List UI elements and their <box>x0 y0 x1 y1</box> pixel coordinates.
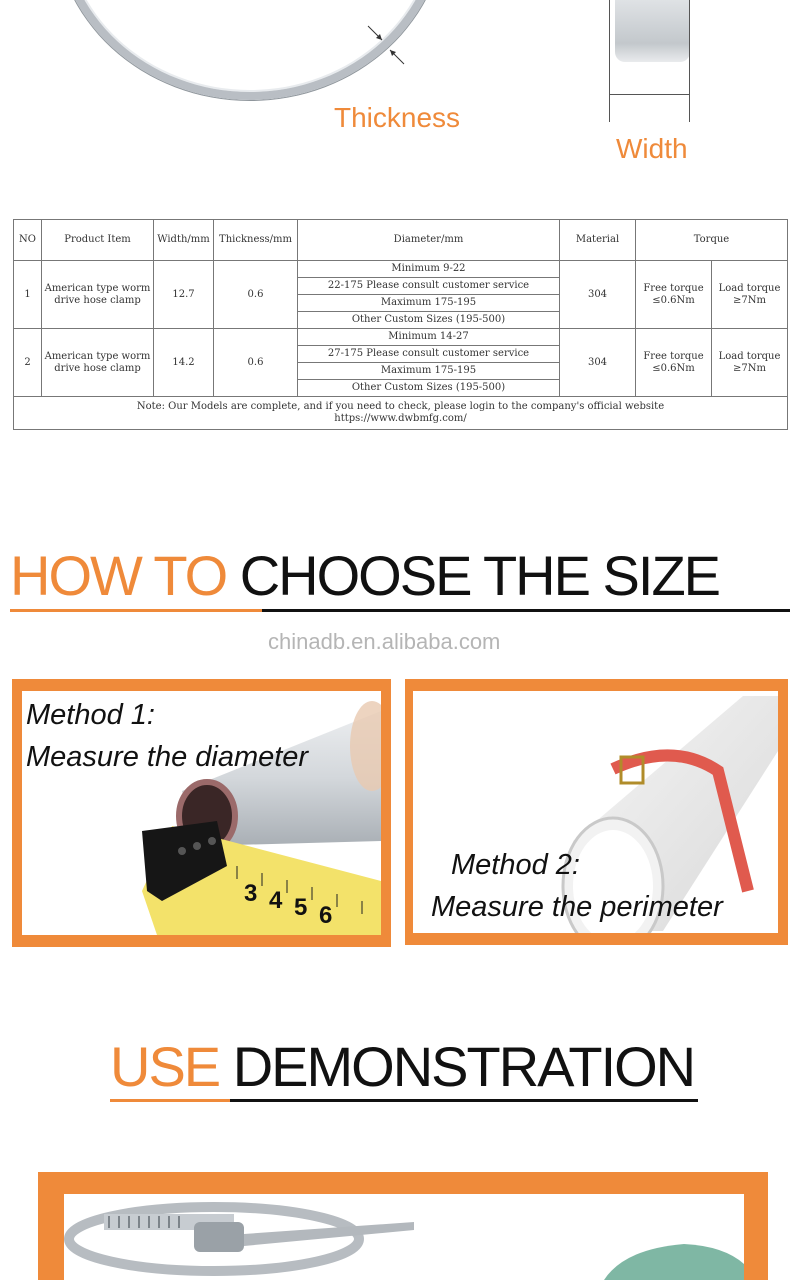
header-no: NO <box>14 220 42 261</box>
width-label: Width <box>616 133 688 164</box>
row-diameter: Minimum 14-27 <box>298 329 560 346</box>
header-thickness: Thickness/mm <box>214 220 298 261</box>
header-product-item: Product Item <box>42 220 154 261</box>
header-torque: Torque <box>636 220 788 261</box>
header-diameter: Diameter/mm <box>298 220 560 261</box>
watermark-text: chinadb.en.alibaba.com <box>268 629 501 654</box>
method1-title: Method 1: <box>26 699 155 731</box>
row-thickness: 0.6 <box>214 329 298 397</box>
use-demonstration-heading <box>110 1034 694 1099</box>
row-product-item: American type worm drive hose clamp <box>42 261 154 329</box>
row-diameter: Other Custom Sizes (195-500) <box>298 312 560 329</box>
row-diameter: Other Custom Sizes (195-500) <box>298 380 560 397</box>
row-load-torque: Load torque ≥7Nm <box>712 329 788 397</box>
header-width: Width/mm <box>154 220 214 261</box>
table-note: Note: Our Models are complete, and if you need to check, please login to the company's official website https://www.dwbmfg.com/ <box>14 397 788 430</box>
table-note-row <box>14 397 788 430</box>
method1-panel <box>12 679 391 947</box>
row-free-torque: Free torque ≤0.6Nm <box>636 329 712 397</box>
row-width: 14.2 <box>154 329 214 397</box>
row-diameter: Maximum 175-195 <box>298 363 560 380</box>
tape-digit: 5 <box>294 894 308 921</box>
heading-underline-black <box>262 609 790 612</box>
row-diameter: 27-175 Please consult customer service <box>298 346 560 363</box>
row-thickness: 0.6 <box>214 261 298 329</box>
method2-panel <box>405 679 788 945</box>
heading-underline-orange <box>10 609 262 612</box>
method2-title: Method 2: <box>451 849 580 881</box>
width-guide-right <box>689 0 690 122</box>
demonstration-photo <box>64 1194 744 1280</box>
thickness-arrows-icon <box>360 18 410 68</box>
row-diameter: Minimum 9-22 <box>298 261 560 278</box>
width-dimension-line <box>610 94 689 95</box>
heading-black-text: CHOOSE THE SIZE <box>239 544 719 607</box>
row-material: 304 <box>560 261 636 329</box>
row-diameter: Maximum 175-195 <box>298 295 560 312</box>
header-material: Material <box>560 220 636 261</box>
hose-clamp-screwdriver-illustration <box>64 1194 744 1280</box>
row-diameter: 22-175 Please consult customer service <box>298 278 560 295</box>
row-product-item: American type worm drive hose clamp <box>42 329 154 397</box>
heading-orange-text: HOW TO <box>10 544 227 607</box>
row-width: 12.7 <box>154 261 214 329</box>
row-material: 304 <box>560 329 636 397</box>
table-row <box>14 261 788 278</box>
tape-digit: 6 <box>319 902 333 929</box>
heading-black-text: DEMONSTRATION <box>232 1035 695 1098</box>
spec-table <box>13 219 788 430</box>
width-guide-left <box>609 0 610 122</box>
heading-underline-orange <box>110 1099 230 1102</box>
thickness-label: Thickness <box>334 102 461 133</box>
table-header-row <box>14 220 788 261</box>
choose-size-heading <box>10 543 719 608</box>
row-free-torque: Free torque ≤0.6Nm <box>636 261 712 329</box>
row-no: 1 <box>14 261 42 329</box>
method2-subtitle: Measure the perimeter <box>431 891 723 923</box>
table-row <box>14 329 788 346</box>
row-load-torque: Load torque ≥7Nm <box>712 261 788 329</box>
demonstration-panel <box>38 1172 768 1280</box>
heading-orange-text: USE <box>110 1035 220 1098</box>
method1-subtitle: Measure the diameter <box>26 741 309 773</box>
band-width-block-image <box>615 0 690 62</box>
tape-digit: 3 <box>244 880 258 907</box>
heading-underline-black <box>230 1099 698 1102</box>
row-no: 2 <box>14 329 42 397</box>
tape-digit: 4 <box>269 887 283 914</box>
